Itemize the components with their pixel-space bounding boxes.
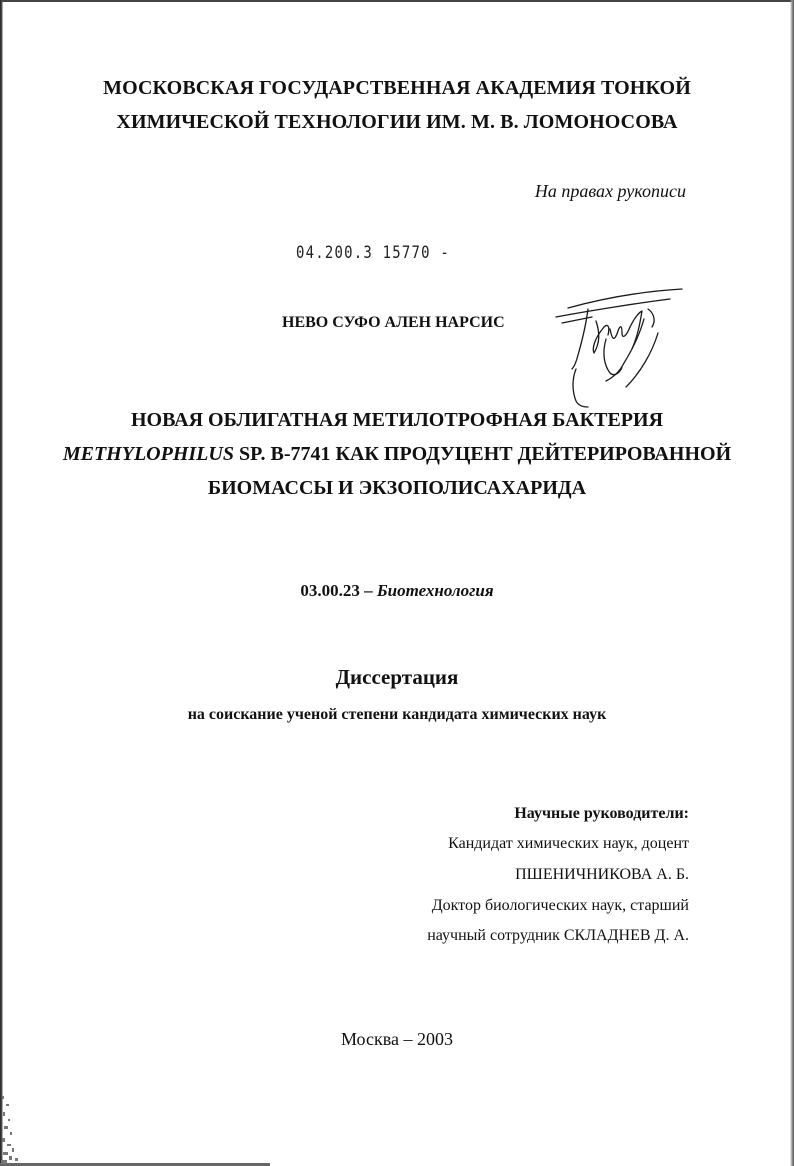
title-line-3: БИОМАССЫ И ЭКЗОПОЛИСАХАРИДА: [207, 477, 587, 499]
institution-line-1: МОСКОВСКАЯ ГОСУДАРСТВЕННАЯ АКАДЕМИЯ ТОНКОЙ: [103, 77, 691, 99]
specialty-name: Биотехнология: [376, 581, 494, 600]
supervisor-line: научный сотрудник СКЛАДНЕВ Д. А.: [427, 927, 689, 944]
specialty: [0, 581, 794, 601]
degree-statement: на соискание ученой степени кандидата химических наук: [187, 706, 607, 723]
scan-edge-top: [0, 0, 794, 2]
supervisor-line: ПШЕНИЧНИКОВА А. Б.: [515, 866, 689, 883]
specialty-separator: –: [359, 581, 377, 600]
author-name: НЕВО СУФО АЛЕН НАРСИС: [282, 314, 505, 331]
supervisor-line: Доктор биологических наук, старший: [431, 897, 689, 914]
supervisors-heading: Научные руководители:: [514, 805, 689, 822]
place-year: Москва – 2003: [341, 1029, 453, 1049]
title-line-1: НОВАЯ ОБЛИГАТНАЯ МЕТИЛОТРОФНАЯ БАКТЕРИЯ: [130, 409, 664, 431]
manuscript-note: На правах рукописи: [534, 181, 686, 201]
title-line-2-rest: SP. B-7741 КАК ПРОДУЦЕНТ ДЕЙТЕРИРОВАННОЙ: [233, 443, 732, 465]
registration-stamp: 04.200.3 15770 -: [296, 243, 450, 263]
genus-name: METHYLOPHILUS: [62, 443, 234, 465]
document-type: Диссертация: [335, 665, 459, 689]
specialty-code: 03.00.23: [300, 581, 360, 600]
institution-line-2: ХИМИЧЕСКОЙ ТЕХНОЛОГИИ ИМ. М. В. ЛОМОНОСОВА: [116, 111, 678, 133]
title-line-2: [0, 443, 794, 466]
supervisor-line: Кандидат химических наук, доцент: [448, 835, 689, 852]
scan-noise: [0, 1086, 30, 1166]
author-signature: [548, 283, 693, 411]
